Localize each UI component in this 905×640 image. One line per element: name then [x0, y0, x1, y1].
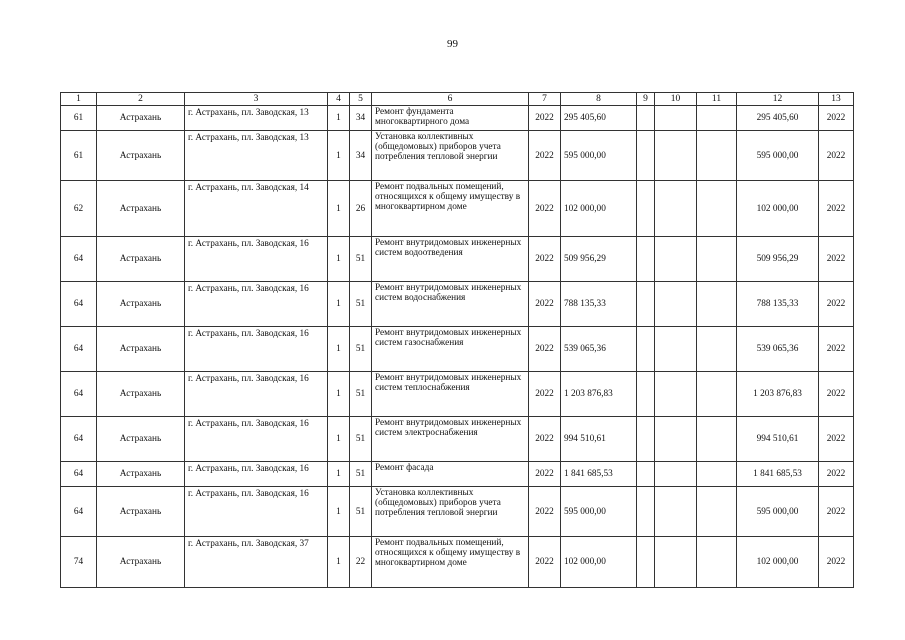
cell-n: 64: [61, 487, 97, 537]
cell-address: г. Астрахань, пл. Заводская, 14: [185, 181, 328, 237]
cell-c13: 2022: [819, 106, 854, 131]
cell-c10: [655, 282, 697, 327]
cell-c10: [655, 237, 697, 282]
column-header: 13: [819, 93, 854, 106]
cell-address: г. Астрахань, пл. Заводская, 16: [185, 417, 328, 462]
column-header: 3: [185, 93, 328, 106]
column-header: 1: [61, 93, 97, 106]
cell-c13: 2022: [819, 372, 854, 417]
cell-c8: 595 000,00: [561, 487, 637, 537]
cell-c9: [637, 537, 655, 588]
cell-c4: 1: [328, 131, 350, 181]
cell-c5: 51: [350, 237, 372, 282]
cell-c5: 51: [350, 372, 372, 417]
cell-c9: [637, 106, 655, 131]
cell-city: Астрахань: [97, 181, 185, 237]
cell-city: Астрахань: [97, 487, 185, 537]
cell-c4: 1: [328, 106, 350, 131]
cell-n: 64: [61, 417, 97, 462]
cell-c5: 51: [350, 282, 372, 327]
cell-year: 2022: [529, 131, 561, 181]
cell-work: Ремонт внутридомовых инженерных систем газоснабжения: [372, 327, 529, 372]
table-row: [61, 537, 854, 588]
cell-c11: [697, 181, 737, 237]
cell-city: Астрахань: [97, 106, 185, 131]
cell-c11: [697, 237, 737, 282]
cell-year: 2022: [529, 372, 561, 417]
column-header: 12: [737, 93, 819, 106]
cell-c4: 1: [328, 417, 350, 462]
cell-city: Астрахань: [97, 327, 185, 372]
cell-year: 2022: [529, 327, 561, 372]
table-row: [61, 327, 854, 372]
cell-c12: 539 065,36: [737, 327, 819, 372]
cell-n: 64: [61, 282, 97, 327]
cell-c10: [655, 372, 697, 417]
cell-c8: 102 000,00: [561, 181, 637, 237]
capital-repair-table: [60, 92, 854, 588]
cell-n: 64: [61, 237, 97, 282]
cell-year: 2022: [529, 106, 561, 131]
cell-n: 64: [61, 372, 97, 417]
cell-c10: [655, 487, 697, 537]
cell-c12: 295 405,60: [737, 106, 819, 131]
cell-c12: 509 956,29: [737, 237, 819, 282]
cell-c13: 2022: [819, 131, 854, 181]
cell-c9: [637, 237, 655, 282]
cell-city: Астрахань: [97, 237, 185, 282]
header-row: [61, 93, 854, 106]
cell-c13: 2022: [819, 181, 854, 237]
cell-c5: 34: [350, 106, 372, 131]
cell-c9: [637, 181, 655, 237]
cell-c13: 2022: [819, 282, 854, 327]
cell-c11: [697, 106, 737, 131]
table-row: [61, 372, 854, 417]
cell-work: Установка коллективных (общедомовых) приборов учета потребления тепловой энергии: [372, 487, 529, 537]
table-row: [61, 131, 854, 181]
cell-n: 61: [61, 106, 97, 131]
cell-c5: 34: [350, 131, 372, 181]
cell-address: г. Астрахань, пл. Заводская, 16: [185, 282, 328, 327]
cell-c9: [637, 487, 655, 537]
cell-c5: 26: [350, 181, 372, 237]
cell-c8: 1 203 876,83: [561, 372, 637, 417]
cell-c8: 102 000,00: [561, 537, 637, 588]
cell-c10: [655, 181, 697, 237]
cell-city: Астрахань: [97, 462, 185, 487]
cell-work: Ремонт подвальных помещений, относящихся к общему имуществу в многоквартирном доме: [372, 537, 529, 588]
cell-work: Установка коллективных (общедомовых) приборов учета потребления тепловой энергии: [372, 131, 529, 181]
cell-c10: [655, 537, 697, 588]
cell-address: г. Астрахань, пл. Заводская, 16: [185, 462, 328, 487]
cell-c13: 2022: [819, 537, 854, 588]
cell-c9: [637, 131, 655, 181]
table-row: [61, 237, 854, 282]
cell-c13: 2022: [819, 417, 854, 462]
cell-c11: [697, 282, 737, 327]
cell-c11: [697, 417, 737, 462]
cell-c11: [697, 131, 737, 181]
cell-work: Ремонт внутридомовых инженерных систем водоотведения: [372, 237, 529, 282]
cell-work: Ремонт внутридомовых инженерных систем водоснабжения: [372, 282, 529, 327]
table-row: [61, 106, 854, 131]
cell-c9: [637, 327, 655, 372]
cell-c9: [637, 462, 655, 487]
cell-c11: [697, 372, 737, 417]
cell-work: Ремонт подвальных помещений, относящихся к общему имуществу в многоквартирном доме: [372, 181, 529, 237]
cell-c4: 1: [328, 487, 350, 537]
cell-year: 2022: [529, 282, 561, 327]
cell-city: Астрахань: [97, 282, 185, 327]
cell-address: г. Астрахань, пл. Заводская, 37: [185, 537, 328, 588]
cell-c12: 788 135,33: [737, 282, 819, 327]
cell-c5: 51: [350, 487, 372, 537]
cell-c10: [655, 327, 697, 372]
cell-c11: [697, 327, 737, 372]
cell-c9: [637, 372, 655, 417]
cell-c10: [655, 106, 697, 131]
cell-c4: 1: [328, 537, 350, 588]
cell-c8: 539 065,36: [561, 327, 637, 372]
cell-c10: [655, 462, 697, 487]
cell-c10: [655, 131, 697, 181]
cell-c4: 1: [328, 282, 350, 327]
cell-c11: [697, 487, 737, 537]
cell-city: Астрахань: [97, 537, 185, 588]
cell-c8: 788 135,33: [561, 282, 637, 327]
cell-c8: 509 956,29: [561, 237, 637, 282]
cell-address: г. Астрахань, пл. Заводская, 13: [185, 131, 328, 181]
cell-c13: 2022: [819, 327, 854, 372]
cell-c13: 2022: [819, 487, 854, 537]
cell-c10: [655, 417, 697, 462]
cell-c9: [637, 417, 655, 462]
cell-c12: 102 000,00: [737, 181, 819, 237]
cell-work: Ремонт внутридомовых инженерных систем электроснабжения: [372, 417, 529, 462]
cell-c5: 22: [350, 537, 372, 588]
cell-c12: 1 841 685,53: [737, 462, 819, 487]
cell-c5: 51: [350, 417, 372, 462]
cell-address: г. Астрахань, пл. Заводская, 13: [185, 106, 328, 131]
cell-c12: 1 203 876,83: [737, 372, 819, 417]
cell-address: г. Астрахань, пл. Заводская, 16: [185, 487, 328, 537]
cell-year: 2022: [529, 237, 561, 282]
cell-work: Ремонт фундамента многоквартирного дома: [372, 106, 529, 131]
cell-year: 2022: [529, 462, 561, 487]
cell-work: Ремонт фасада: [372, 462, 529, 487]
cell-c12: 595 000,00: [737, 487, 819, 537]
cell-address: г. Астрахань, пл. Заводская, 16: [185, 372, 328, 417]
cell-n: 64: [61, 327, 97, 372]
cell-c13: 2022: [819, 462, 854, 487]
cell-c9: [637, 282, 655, 327]
cell-c5: 51: [350, 327, 372, 372]
cell-c8: 994 510,61: [561, 417, 637, 462]
column-header: 8: [561, 93, 637, 106]
cell-c4: 1: [328, 462, 350, 487]
cell-n: 61: [61, 131, 97, 181]
column-header: 5: [350, 93, 372, 106]
cell-year: 2022: [529, 537, 561, 588]
cell-c8: 595 000,00: [561, 131, 637, 181]
table-row: [61, 417, 854, 462]
page-number: 99: [447, 38, 458, 50]
cell-c12: 994 510,61: [737, 417, 819, 462]
cell-c12: 102 000,00: [737, 537, 819, 588]
cell-c4: 1: [328, 237, 350, 282]
cell-year: 2022: [529, 181, 561, 237]
table-row: [61, 181, 854, 237]
table-row: [61, 487, 854, 537]
cell-city: Астрахань: [97, 372, 185, 417]
column-header: 4: [328, 93, 350, 106]
cell-c5: 51: [350, 462, 372, 487]
cell-c8: 1 841 685,53: [561, 462, 637, 487]
cell-city: Астрахань: [97, 131, 185, 181]
cell-city: Астрахань: [97, 417, 185, 462]
cell-c11: [697, 462, 737, 487]
column-header: 9: [637, 93, 655, 106]
cell-address: г. Астрахань, пл. Заводская, 16: [185, 327, 328, 372]
cell-c4: 1: [328, 372, 350, 417]
cell-n: 62: [61, 181, 97, 237]
cell-n: 74: [61, 537, 97, 588]
cell-c4: 1: [328, 327, 350, 372]
column-header: 11: [697, 93, 737, 106]
column-header: 10: [655, 93, 697, 106]
cell-c4: 1: [328, 181, 350, 237]
cell-year: 2022: [529, 487, 561, 537]
cell-c11: [697, 537, 737, 588]
cell-work: Ремонт внутридомовых инженерных систем теплоснабжения: [372, 372, 529, 417]
column-header: 2: [97, 93, 185, 106]
cell-n: 64: [61, 462, 97, 487]
table-row: [61, 282, 854, 327]
cell-c12: 595 000,00: [737, 131, 819, 181]
cell-c13: 2022: [819, 237, 854, 282]
column-header: 6: [372, 93, 529, 106]
column-header: 7: [529, 93, 561, 106]
table-row: [61, 462, 854, 487]
cell-year: 2022: [529, 417, 561, 462]
cell-c8: 295 405,60: [561, 106, 637, 131]
cell-address: г. Астрахань, пл. Заводская, 16: [185, 237, 328, 282]
